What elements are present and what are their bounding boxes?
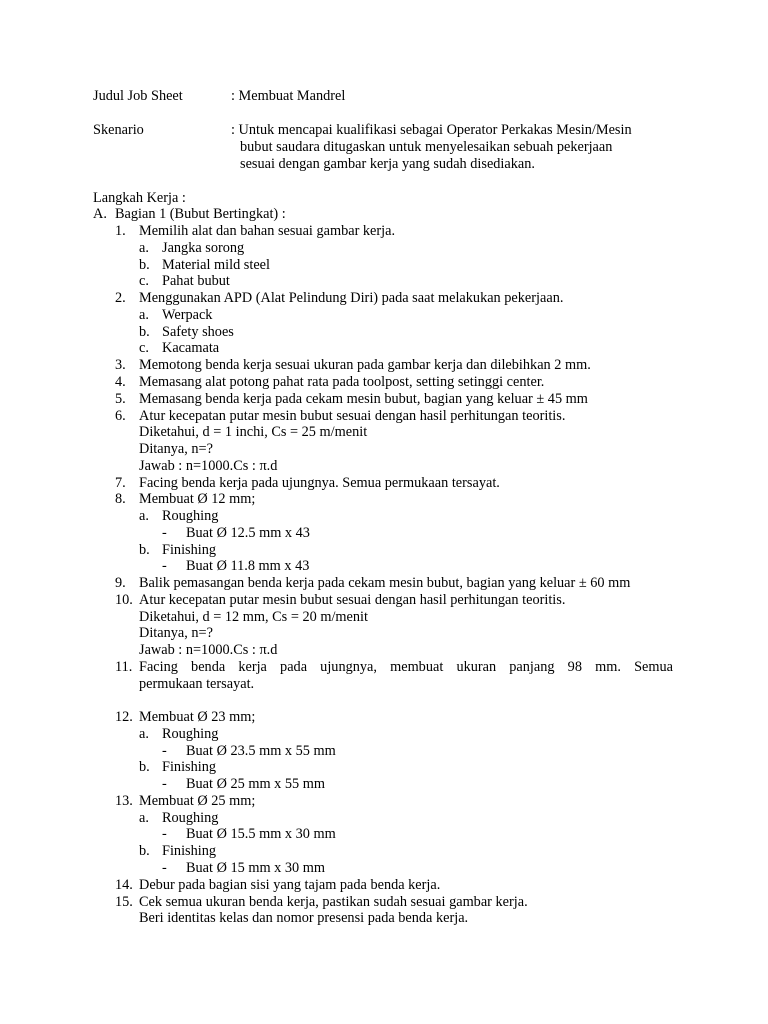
step-text: Membuat Ø 12 mm; — [139, 491, 256, 507]
dimension-item: Buat Ø 15 mm x 30 mm — [186, 860, 325, 876]
sub-marker: a. — [139, 726, 149, 742]
step-text: Cek semua ukuran benda kerja, pastikan sudah sesuai gambar kerja. — [139, 894, 528, 910]
sub-marker: b. — [139, 257, 150, 273]
sub-marker: a. — [139, 307, 149, 323]
step-text: Facing benda kerja pada ujungnya, membuat ukuran panjang 98 mm. Semua — [139, 659, 673, 675]
step-number: 10. — [115, 592, 133, 608]
calc-asked: Ditanya, n=? — [139, 441, 213, 457]
section-marker: A. — [93, 206, 107, 222]
step-text: Menggunakan APD (Alat Pelindung Diri) pada saat melakukan pekerjaan. — [139, 290, 564, 306]
sub-item: Roughing — [162, 726, 219, 742]
sub-marker: a. — [139, 240, 149, 256]
step-number: 5. — [115, 391, 126, 407]
sub-item: Jangka sorong — [162, 240, 245, 256]
sub-item: Werpack — [162, 307, 213, 323]
sub-item: Pahat bubut — [162, 273, 230, 289]
step-number: 11. — [115, 659, 133, 675]
steps-heading: Langkah Kerja : — [93, 190, 186, 206]
step-text: Memilih alat dan bahan sesuai gambar kerja. — [139, 223, 396, 239]
sub-marker: b. — [139, 843, 150, 859]
step-text: Debur pada bagian sisi yang tajam pada benda kerja. — [139, 877, 441, 893]
step-number: 8. — [115, 491, 126, 507]
step-number: 13. — [115, 793, 133, 809]
sub-marker: a. — [139, 810, 149, 826]
step-number: 12. — [115, 709, 133, 725]
title-label: Judul Job Sheet — [93, 88, 183, 104]
step-text: Memasang benda kerja pada cekam mesin bubut, bagian yang keluar ± 45 mm — [139, 391, 588, 407]
scenario-line: sesuai dengan gambar kerja yang sudah disediakan. — [240, 156, 535, 172]
sub-item: Roughing — [162, 810, 219, 826]
dash-marker: - — [162, 826, 167, 842]
calc-answer: Jawab : n=1000.Cs : π.d — [139, 642, 278, 658]
dimension-item: Buat Ø 25 mm x 55 mm — [186, 776, 325, 792]
step-number: 6. — [115, 408, 126, 424]
sub-marker: b. — [139, 324, 150, 340]
dimension-item: Buat Ø 12.5 mm x 43 — [186, 525, 310, 541]
dash-marker: - — [162, 525, 167, 541]
sub-marker: c. — [139, 340, 149, 356]
sub-item: Safety shoes — [162, 324, 234, 340]
step-number: 14. — [115, 877, 133, 893]
calc-given: Diketahui, d = 12 mm, Cs = 20 m/menit — [139, 609, 368, 625]
step-text: Atur kecepatan putar mesin bubut sesuai dengan hasil perhitungan teoritis. — [139, 592, 566, 608]
step-text: Memasang alat potong pahat rata pada toolpost, setting setinggi center. — [139, 374, 545, 390]
step-text: Facing benda kerja pada ujungnya. Semua permukaan tersayat. — [139, 475, 500, 491]
calc-asked: Ditanya, n=? — [139, 625, 213, 641]
sub-item: Material mild steel — [162, 257, 270, 273]
scenario-line: : Untuk mencapai kualifikasi sebagai Operator Perkakas Mesin/Mesin — [231, 122, 632, 138]
dimension-item: Buat Ø 15.5 mm x 30 mm — [186, 826, 336, 842]
sub-item: Finishing — [162, 759, 217, 775]
sub-item: Kacamata — [162, 340, 220, 356]
sub-marker: b. — [139, 759, 150, 775]
step-number: 7. — [115, 475, 126, 491]
dash-marker: - — [162, 558, 167, 574]
sub-item: Roughing — [162, 508, 219, 524]
dimension-item: Buat Ø 23.5 mm x 55 mm — [186, 743, 336, 759]
dimension-item: Buat Ø 11.8 mm x 43 — [186, 558, 310, 574]
dash-marker: - — [162, 860, 167, 876]
dash-marker: - — [162, 776, 167, 792]
step-number: 4. — [115, 374, 126, 390]
step-text: Balik pemasangan benda kerja pada cekam mesin bubut, bagian yang keluar ± 60 mm — [139, 575, 631, 591]
sub-marker: c. — [139, 273, 149, 289]
step-number: 9. — [115, 575, 126, 591]
section-title: Bagian 1 (Bubut Bertingkat) : — [115, 206, 286, 222]
sub-item: Finishing — [162, 843, 217, 859]
scenario-line: bubut saudara ditugaskan untuk menyelesaikan sebuah pekerjaan — [240, 139, 613, 155]
step-text: Memotong benda kerja sesuai ukuran pada gambar kerja dan dilebihkan 2 mm. — [139, 357, 591, 373]
step-text: Membuat Ø 25 mm; — [139, 793, 256, 809]
sub-item: Finishing — [162, 542, 217, 558]
title-value: : Membuat Mandrel — [231, 88, 346, 104]
calc-answer: Jawab : n=1000.Cs : π.d — [139, 458, 278, 474]
step-number: 1. — [115, 223, 126, 239]
step-text: Membuat Ø 23 mm; — [139, 709, 256, 725]
sub-marker: a. — [139, 508, 149, 524]
step-number: 3. — [115, 357, 126, 373]
step-text: Atur kecepatan putar mesin bubut sesuai dengan hasil perhitungan teoritis. — [139, 408, 566, 424]
step-number: 15. — [115, 894, 133, 910]
scenario-label: Skenario — [93, 122, 144, 138]
step-number: 2. — [115, 290, 126, 306]
dash-marker: - — [162, 743, 167, 759]
sub-marker: b. — [139, 542, 150, 558]
calc-given: Diketahui, d = 1 inchi, Cs = 25 m/menit — [139, 424, 368, 440]
step-text-continued: Beri identitas kelas dan nomor presensi pada benda kerja. — [139, 910, 469, 926]
step-text-continued: permukaan tersayat. — [139, 676, 255, 692]
